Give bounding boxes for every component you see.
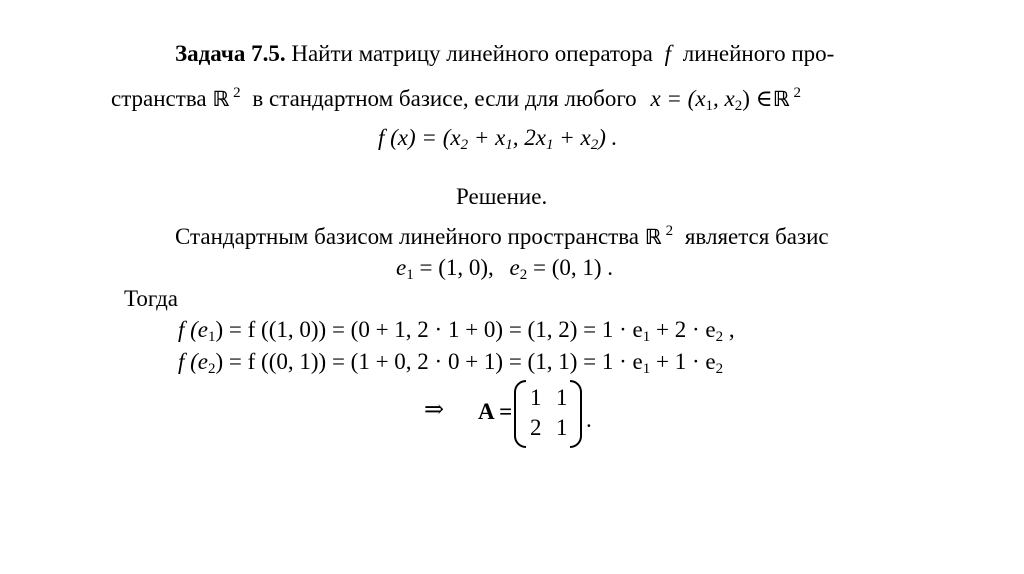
basis-vectors: $e_1 = (1$, 0), $e_2 = (0$, 1) . bbox=[396, 255, 614, 283]
final-dot: . bbox=[586, 407, 592, 432]
matrix-cell: 1 bbox=[556, 415, 568, 440]
matrix-cell: 2 bbox=[530, 415, 542, 440]
function-definition: f $(x) = (x_2 + x_1$, $2x_1 + x_2$) . bbox=[378, 125, 618, 153]
computation-row-2: f $(e_2) = f$ ((0, 1)) = (1 + 0, 2 · 0 + 1) = (1, $1) = 1 \cdot e_1 + 1 \cdot e_2$ bbox=[178, 349, 724, 377]
result-matrix bbox=[514, 380, 584, 444]
matrix-label: A = bbox=[478, 399, 513, 424]
right-paren bbox=[570, 380, 582, 448]
then-label: Тогда bbox=[124, 286, 179, 311]
basis-line: Стандартным базисом линейного пространства ℝ $^2$ является базис bbox=[175, 223, 829, 249]
implies-arrow: ⇒ bbox=[424, 397, 445, 423]
matrix-cell: 1 bbox=[556, 385, 568, 410]
computation-row-1: f $(e_1) = f$ ((1, 0)) = (0 + 1, 2 · 1 + 0) = (1, $2) = 1 \cdot e_1 + 2 \cdot e_2$ , bbox=[178, 317, 735, 345]
problem-line-2: странства ℝ $^2$ в стандартном базисе, если для любого $x = (x_1$, $x_2$) ∈ℝ $^2$ bbox=[111, 85, 802, 114]
problem-line-1: Задача 7.5. Найти матрицу линейного оператора f линейного про- bbox=[175, 41, 835, 66]
matrix-cell: 1 bbox=[530, 385, 542, 410]
problem-label: Задача 7.5. bbox=[175, 41, 286, 66]
solution-heading: Решение. bbox=[456, 184, 548, 209]
real-numbers-symbol: ℝ bbox=[212, 87, 230, 111]
left-paren bbox=[514, 380, 526, 448]
